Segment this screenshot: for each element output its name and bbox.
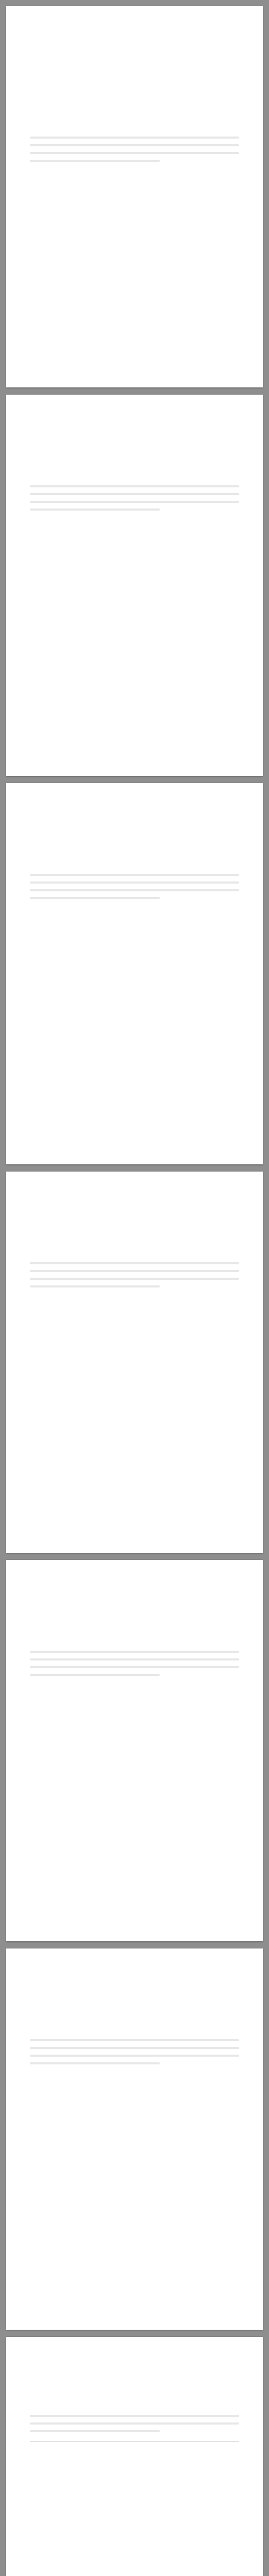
section-heading	[30, 1197, 239, 1207]
text-line	[30, 2415, 239, 2417]
page-number	[6, 1538, 263, 1545]
body-paragraph	[30, 1248, 239, 1258]
text-line	[30, 2055, 239, 2057]
footnote	[30, 2442, 239, 2453]
document-page-3	[6, 783, 263, 1164]
section-heading	[30, 2363, 239, 2372]
text-line	[30, 1658, 239, 1660]
text-line	[30, 1674, 160, 1676]
text-line	[30, 889, 239, 891]
section-heading	[30, 1974, 239, 1984]
body-paragraph	[30, 1223, 239, 1232]
text-line	[30, 144, 239, 146]
text-line	[30, 897, 160, 899]
document-byline	[30, 56, 239, 64]
body-paragraph	[30, 433, 239, 443]
text-line	[30, 874, 239, 876]
body-paragraph	[30, 2401, 239, 2411]
text-line	[30, 137, 239, 139]
text-line	[30, 2039, 239, 2041]
body-paragraph	[30, 84, 239, 94]
section-heading	[30, 809, 239, 818]
body-paragraph	[30, 2012, 239, 2022]
page-number	[6, 1927, 263, 1933]
text-line	[30, 2430, 160, 2432]
body-paragraph	[30, 471, 239, 481]
body-paragraph	[30, 1624, 239, 1634]
text-line	[30, 1666, 239, 1668]
text-line	[30, 152, 239, 154]
page-number	[6, 1150, 263, 1156]
body-paragraph	[30, 110, 239, 120]
body-paragraph	[30, 1637, 239, 1647]
document-page-4	[6, 1172, 263, 1553]
text-line	[30, 2422, 239, 2425]
body-paragraph	[30, 1598, 239, 1608]
text-line	[30, 2062, 160, 2064]
body-paragraph	[30, 2388, 239, 2398]
document-title	[30, 30, 239, 42]
body-paragraph	[30, 1210, 239, 1219]
body-paragraph	[30, 446, 239, 455]
body-paragraph	[30, 2375, 239, 2385]
section-heading	[30, 1586, 239, 1595]
body-paragraph	[30, 860, 239, 870]
body-paragraph	[30, 2025, 239, 2035]
body-paragraph	[30, 459, 239, 468]
body-paragraph	[30, 1999, 239, 2009]
text-line	[30, 2047, 239, 2049]
text-line	[30, 882, 239, 884]
text-line	[30, 485, 239, 487]
text-line	[30, 1285, 160, 1287]
document-page-7	[6, 2337, 263, 2576]
text-line	[30, 1278, 239, 1280]
section-heading	[30, 420, 239, 430]
text-line	[30, 493, 239, 495]
document-page-6	[6, 1948, 263, 2330]
body-paragraph	[30, 834, 239, 844]
body-paragraph	[30, 123, 239, 132]
text-line	[30, 1262, 239, 1264]
text-line	[30, 160, 160, 162]
body-paragraph	[30, 847, 239, 857]
text-line	[30, 1270, 239, 1272]
document-page-1	[6, 6, 263, 387]
body-paragraph	[30, 1611, 239, 1621]
section-heading	[30, 72, 239, 81]
body-paragraph	[30, 821, 239, 831]
body-paragraph	[30, 1987, 239, 1996]
body-paragraph	[30, 97, 239, 107]
text-line	[30, 1651, 239, 1653]
text-line	[30, 509, 160, 511]
document-subtitle	[30, 44, 239, 54]
document-page-2	[6, 395, 263, 776]
page-number	[6, 2315, 263, 2321]
body-paragraph	[30, 1235, 239, 1245]
text-line	[30, 501, 239, 503]
document-page-5	[6, 1560, 263, 1941]
page-number	[6, 761, 263, 768]
page-number	[6, 373, 263, 379]
